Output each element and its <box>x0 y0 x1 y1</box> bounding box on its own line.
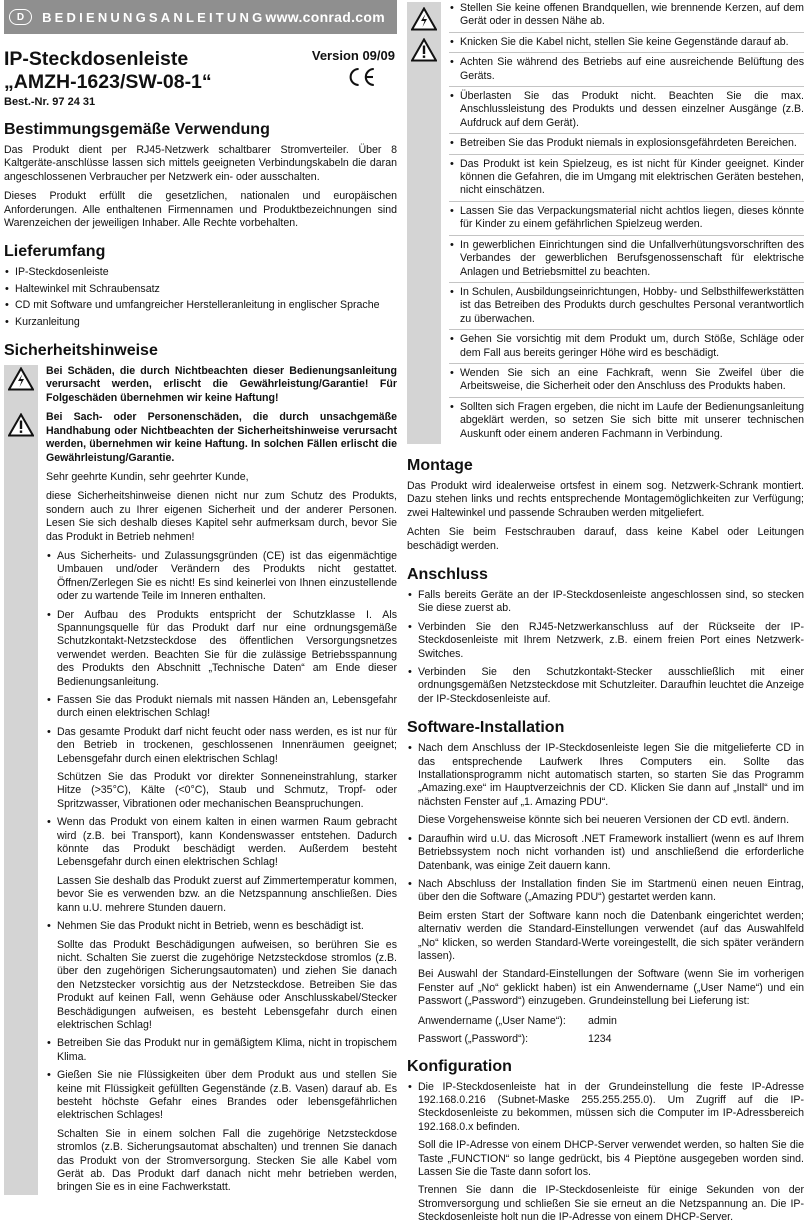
list-item: • Stellen Sie keine offenen Brandquellen, wie brennende Kerzen, auf dem Gerät oder in dessen Nähe ab. <box>449 2 804 33</box>
title-block <box>4 48 397 92</box>
exclamation-warning-icon <box>411 38 437 62</box>
list-item: • Gießen Sie nie Flüssigkeiten über dem Produkt aus und stellen Sie keine mit Flüssigkeit gefüllten Gegenstände (z.B. Vasen) darauf ab. Es besteht höchste Gefahr eines Brandes oder lebensgefährlichen elektrischen Schlages! Schalten Sie in einem solchen Fall die zugehörige Netzsteckdose stromlos (z.B. Sicherungsautomat abschalten) und trennen Sie danach das Produkt von der Stromversorgung. Stecken Sie alle Kabel vom Gerät ab. Das Produkt darf danach nicht mehr betrieben werden, bringen Sie es in eine Fachwerkstatt. <box>46 1069 397 1195</box>
intended-use-heading: Bestimmungsgemäße Verwendung <box>4 121 270 138</box>
safety-box-continued <box>407 2 804 444</box>
credentials-table <box>407 1015 804 1045</box>
title-line-2: „AMZH-1623/SW-08-1“ <box>4 71 212 93</box>
mounting-text-1: Das Produkt wird idealerweise ortsfest in einem sog. Netzwerk-Schrank montiert. Dazu stehen links und rechts entsprechende Montagemöglichkeiten zur Verfügung; zwei Haltewinkel und passende Schrauben werden mitgeliefert. <box>407 479 804 519</box>
list-item: • Verbinden Sie den RJ45-Netzwerkanschluss auf der Rückseite der IP-Steckdosenleiste mit Ihrem Netzwerk, z.B. einem freien Port eines Netzwerk-Switches. <box>407 621 804 661</box>
list-item: • Gehen Sie vorsichtig mit dem Produkt um, durch Stöße, Schläge oder dem Fall aus bereits geringer Höhe wird es beschädigt. <box>449 333 804 364</box>
list-item: • IP-Steckdosenleiste <box>4 266 397 279</box>
list-item: • Betreiben Sie das Produkt nur in gemäßigtem Klima, nicht in tropischem Klima. <box>46 1037 397 1064</box>
electric-warning-icon <box>411 7 437 31</box>
list-item-detail: Diese Vorgehensweise könnte sich bei neueren Versionen der CD evtl. ändern. <box>418 814 790 827</box>
list-item: • Fassen Sie das Produkt niemals mit nassen Händen an, Lebensgefahr durch einen elektrischen Schlag! <box>46 694 397 721</box>
connection-heading: Anschluss <box>407 566 488 583</box>
list-item: • In gewerblichen Einrichtungen sind die Unfallverhütungsvorschriften des Verbandes der gewerblichen Berufsgenossenschaft für elektrische Anlagen und Betriebsmittel zu beachten. <box>449 239 804 283</box>
safety-sidebar <box>407 2 441 444</box>
list-item: • Haltewinkel mit Schraubensatz <box>4 283 397 296</box>
language-badge: D <box>9 9 32 25</box>
config-heading: Konfiguration <box>407 1057 512 1075</box>
list-item: • Lassen Sie das Verpackungsmaterial nicht achtlos liegen, dieses könnte für Kinder zu einem gefährlichen Spielzeug werden. <box>449 205 804 236</box>
list-item: • In Schulen, Ausbildungseinrichtungen, Hobby- und Selbsthilfewerkstätten ist das Betreiben des Produkts durch geschultes Personal verantwortlich zu überwachen. <box>449 286 804 330</box>
mounting-text-2: Achten Sie beim Festschrauben darauf, dass keine Kabel oder Leitungen beschädigt werden. <box>407 526 804 552</box>
website-url: www.conrad.com <box>265 9 385 25</box>
safety-list <box>46 550 397 1195</box>
list-item-detail: Sollte das Produkt Beschädigungen aufweisen, so berühren Sie es nicht. Schalten Sie zuerst die zugehörige Netzsteckdose stromlos (z.B. über den zugehörigen Sicherungsautomaten) und ziehen Sie danach den Netzstecker vorsichtig aus der Netzsteckdose. Betreiben Sie das Produkt auf keinen Fall, wenn Gehäuse oder Anschlusskabel/Stecker Beschädigungen aufweisen, es besteht Lebensgefahr durch einen elektrischen Schlag! <box>57 938 397 1031</box>
list-item: • Achten Sie während des Betriebs auf eine ausreichende Belüftung des Geräts. <box>449 56 804 87</box>
username-label: Anwendername („User Name“): <box>418 1014 566 1027</box>
mounting-heading: Montage <box>407 456 473 474</box>
delivery-list <box>4 266 397 329</box>
safety-heading: Sicherheitshinweise <box>4 342 158 360</box>
list-item: • Sollten sich Fragen ergeben, die nicht im Laufe der Bedienungsanleitung abgeklärt werden, so setzen Sie sich bitte mit unserer technischen Auskunft oder einem anderen Fachmann in Verbindung. <box>449 401 804 444</box>
password-value: 1234 <box>588 1032 612 1045</box>
list-item: • Aus Sicherheits- und Zulassungsgründen (CE) ist das eigenmächtige Umbauen und/oder Verändern des Produkts nicht gestattet. Öffnen/Zerlegen Sie es nicht! Es sind keinerlei von Ihnen einzustellende oder zu wartende Teile im Inneren enthalten. <box>46 550 397 604</box>
list-item: • Das gesamte Produkt darf nicht feucht oder nass werden, es ist nur für den Betrieb in trockenen, geschlossenen Innenräumen geeignet; Lebensgefahr durch einen elektrischen Schlag! Schützen Sie das Produkt vor direkter Sonneneinstrahlung, starker Hitze (>35°C), Kälte (<0°C), Staub und Schmutz, Tropf- oder Spritzwasser, Vibrationen oder mechanischen Beanspruchungen. <box>46 726 397 811</box>
list-item-detail: Schützen Sie das Produkt vor direkter Sonneneinstrahlung, starker Hitze (>35°C), Kälte (<0°C), Staub und Schmutz, Tropf- oder Spritzwasser, Vibrationen oder mechanischen Beanspruchungen. <box>57 771 397 810</box>
list-item: • Der Aufbau des Produkts entspricht der Schutzklasse I. Als Spannungsquelle für das Produkt darf nur eine ordnungsgemäße Schutzkontakt-Netzsteckdose des öffentlichen Versorgungsnetzes verwendet werden. Beachten Sie für die zulässige Betriebsspannung des Produkts den Abschnitt „Technische Daten“ am Ende dieser Bedienungsanleitung. <box>46 609 397 689</box>
list-item: • CD mit Software und umfangreicher Herstelleranleitung in englischer Sprache <box>4 299 397 312</box>
left-column <box>4 0 397 1200</box>
list-item: • Das Produkt ist kein Spielzeug, es ist nicht für Kinder geeignet. Kinder können die Gefahren, die im Umgang mit elektrischen Geräten bestehen, nicht einschätzen. <box>449 158 804 202</box>
username-value: admin <box>588 1014 617 1027</box>
warning-text-1: Bei Schäden, die durch Nichtbeachten dieser Bedienungsanleitung verursacht werden, erlischt die Gewährleistung/Garantie! Für Folgeschäden übernehmen wir keine Haftung! <box>46 365 397 404</box>
exclamation-warning-icon <box>8 413 34 437</box>
right-column <box>407 0 804 1230</box>
list-item-detail: Beim ersten Start der Software kann noch die Datenbank eingerichtet werden; alternativ werden die Standard-Einstellungen verwendet (auf das Auswahlfeld „No“ klicken, so werden Standard-Werte voreingestellt, die sich später verändern lassen). <box>418 909 804 962</box>
list-item: • Wenn das Produkt von einem kalten in einen warmen Raum gebracht wird (z.B. bei Transport), kann Kondenswasser entstehen. Dadurch könnte das Produkt beschädigt werden. Außerdem besteht Lebensgefahr durch einen elektrischen Schlag! Lassen Sie deshalb das Produkt zuerst auf Zimmertemperatur kommen, bevor Sie es verwenden bzw. an die Netzspannung anschließen. Dies kann u.U. mehrere Stunden dauern. <box>46 816 397 915</box>
list-item-detail: Soll die IP-Adresse von einem DHCP-Server verwendet werden, so halten Sie die Taste „FUNCTION“ so lange gedrückt, bis 4 Pieptöne ausgegeben worden sind. Lassen Sie die Taste dann sofort los. <box>418 1139 804 1178</box>
version-label: Version 09/09 <box>311 48 395 63</box>
delivery-heading: Lieferumfang <box>4 243 106 261</box>
list-item: • Nach dem Anschluss der IP-Steckdosenleiste legen Sie die mitgelieferte CD in das entsprechende Laufwerk Ihres Computers ein. Sollte das Installationsprogramm nicht automatisch starten, so starten Sie das Programm „Amazing.exe“ im Hauptverzeichnis der CD. Klicken Sie dann auf „Install“ und im nächsten Fenster auf „1. Amazing PDU“. Diese Vorgehensweise könnte sich bei neueren Versionen der CD evtl. ändern. <box>407 742 804 827</box>
order-number: Best.-Nr. 97 24 31 <box>4 96 96 108</box>
safety-intro: diese Sicherheitshinweise dienen nicht nur zum Schutz des Produkts, sondern auch zu Ihrer eigenen Sicherheit und der anderer Personen. Lesen Sie sich deshalb dieses Kapitel sehr aufmerksam durch, bevor Sie das Produkt in Betrieb nehmen! <box>46 490 397 543</box>
list-item-detail: Trennen Sie dann die IP-Steckdosenleiste für einige Sekunden von der Stromversorgung und schließen Sie sie erneut an die Netzspannung an. Die IP-Steckdosenleiste holt nun die IP-Adresse von einem DHCP-Server. <box>418 1184 804 1224</box>
list-item: • Knicken Sie die Kabel nicht, stellen Sie keine Gegenstände darauf ab. <box>449 36 804 53</box>
list-item: • Falls bereits Geräte an der IP-Steckdosenleiste angeschlossen sind, so stecken Sie diese zuerst ab. <box>407 589 804 616</box>
password-label: Passwort („Password“): <box>418 1032 529 1045</box>
manual-label: BEDIENUNGSANLEITUNG <box>42 9 266 25</box>
greeting: Sehr geehrte Kundin, sehr geehrter Kunde, <box>46 470 249 483</box>
warning-text-2: Bei Sach- oder Personenschäden, die durch unsachgemäße Handhabung oder Nichtbeachten der Sicherheitshinweise verursacht werden, übernehmen wir keine Haftung. In solchen Fällen erlischt die Gewährleistung/Garantie. <box>46 411 397 464</box>
electric-warning-icon <box>8 367 34 391</box>
ce-mark-icon <box>345 65 377 89</box>
intended-use-text-1: Das Produkt dient per RJ45-Netzwerk schaltbarer Stromverteiler. Über 8 Kaltgeräte-anschlüsse lassen sich mittels geeigneten Verbindungskabeln die daran angeschlossenen Verbraucher per Netzwerk ein- oder ausschalten. <box>4 144 397 183</box>
list-item: • Betreiben Sie das Produkt niemals in explosionsgefährdeten Bereichen. <box>449 137 804 154</box>
list-item: • Daraufhin wird u.U. das Microsoft .NET Framework installiert (wenn es auf Ihrem Betriebssystem noch nicht vorhanden ist) und anschließend die erforderliche Datenbank, was einige Zeit dauern kann. <box>407 833 804 873</box>
list-item: • Nehmen Sie das Produkt nicht in Betrieb, wenn es beschädigt ist. Sollte das Produkt Beschädigungen aufweisen, so berühren Sie es nicht. Schalten Sie zuerst die zugehörige Netzsteckdose stromlos (z.B. über den zugehörigen Sicherungsautomaten) und ziehen Sie danach den Netzstecker vorsichtig aus der Netzsteckdose. Betreiben Sie das Produkt auf keinen Fall, wenn Gehäuse oder Anschlusskabel/Stecker Beschädigungen aufweisen, es besteht Lebensgefahr durch einen elektrischen Schlag! <box>46 920 397 1032</box>
header-bar <box>4 0 397 34</box>
intended-use-text-2: Dieses Produkt erfüllt die gesetzlichen, nationalen und europäischen Anforderungen. Alle enthaltenen Firmennamen und Produktbezeichnungen sind Warenzeichen der jeweiligen Inhaber. Alle Rechte vorbehalten. <box>4 190 397 230</box>
title-line-1: IP-Steckdosenleiste <box>4 48 189 70</box>
software-list <box>407 742 804 1008</box>
safety-sidebar <box>4 365 38 1195</box>
safety-box <box>4 365 397 1195</box>
list-item: • Verbinden Sie den Schutzkontakt-Stecker ausschließlich mit einer ordnungsgemäßen Netzsteckdose mit Schutzleiter. Daraufhin leuchtet die Anzeige der IP-Steckdosenleiste auf. <box>407 666 804 706</box>
connection-list <box>407 589 804 706</box>
safety-list-continued <box>449 2 804 444</box>
list-item: • Kurzanleitung <box>4 316 397 329</box>
list-item-detail: Bei Auswahl der Standard-Einstellungen der Software (wenn Sie im vorherigen Fenster auf „No“ geklickt haben) ist ein Anwendername („User Name“) und ein Passwort („Password“) einzugeben. Grundeinstellung bei Lieferung ist: <box>418 968 804 1008</box>
list-item: • Überlasten Sie das Produkt nicht. Beachten Sie die max. Anschlussleistung des Produkts und dessen einzelner Ausgänge (z.B. Aufdruck auf dem Gerät). <box>449 90 804 134</box>
list-item: • Wenden Sie sich an eine Fachkraft, wenn Sie Zweifel über die Arbeitsweise, die Sicherheit oder den Anschluss des Produkts haben. <box>449 367 804 398</box>
software-heading: Software-Installation <box>407 719 565 737</box>
config-list <box>407 1081 804 1225</box>
list-item-detail: Lassen Sie deshalb das Produkt zuerst auf Zimmertemperatur kommen, bevor Sie es verwenden bzw. an die Netzspannung anschließen. Dies kann u.U. mehrere Stunden dauern. <box>57 874 397 914</box>
list-item-detail: Schalten Sie in einem solchen Fall die zugehörige Netzsteckdose stromlos (z.B. Sicherungsautomat abschalten) und trennen Sie danach das Produkt von der Stromversorgung. Stecken Sie alle Kabel vom Gerät ab. Das Produkt darf danach nicht mehr betrieben werden, bringen Sie es in eine Fachwerkstatt. <box>57 1127 397 1194</box>
list-item: • Die IP-Steckdosenleiste hat in der Grundeinstellung die feste IP-Adresse 192.168.0.216 (Subnet-Maske 255.255.255.0). Um Zugriff auf die IP-Steckdosenleiste zu bekommen, müssen sich die Computer im IP-Adressbereich 192.168.0.x befinden. Soll die IP-Adresse von einem DHCP-Server verwendet werden, so halten Sie die Taste „FUNCTION“ so lange gedrückt, bis 4 Pieptöne ausgegeben worden sind. Lassen Sie die Taste dann sofort los. Trennen Sie dann die IP-Steckdosenleiste für einige Sekunden von der Stromversorgung und schließen Sie sie erneut an die Netzspannung an. Die IP-Steckdosenleiste holt nun die IP-Adresse von einem DHCP-Server. <box>407 1081 804 1225</box>
list-item: • Nach Abschluss der Installation finden Sie im Startmenü einen neuen Eintrag, über den die Software („Amazing PDU“) gestartet werden kann. Beim ersten Start der Software kann noch die Datenbank eingerichtet werden; alternativ werden die Standard-Einstellungen verwendet (auf das Auswahlfeld „No“ klicken, so werden Standard-Werte voreingestellt, die sich später verändern lassen). Bei Auswahl der Standard-Einstellungen der Software (wenn Sie im vorherigen Fenster auf „No“ geklickt haben) ist ein Anwendername („User Name“) und ein Passwort („Password“) einzugeben. Grundeinstellung bei Lieferung ist: <box>407 878 804 1009</box>
